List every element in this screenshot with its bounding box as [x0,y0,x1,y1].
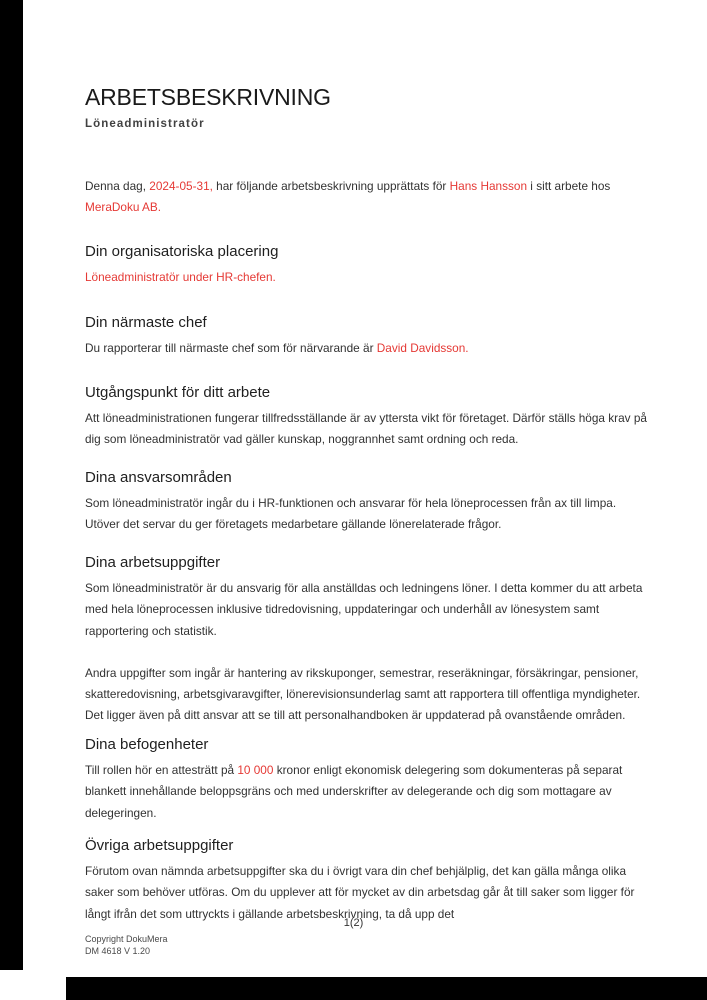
text-run: Som löneadministratör ingår du i HR-funktionen och ansvarar för hela löneprocessen från ax till limpa. Utöver det servar du ger företagets medarbetare gällande lönerelaterade frågor. [85,496,617,532]
document-title: ARBETSBESKRIVNING [85,84,331,110]
document-section [85,468,650,557]
intro-paragraph [85,176,650,219]
highlight-red-text: David Davidsson. [376,341,469,355]
section-paragraph [85,408,650,451]
document-section [85,313,650,380]
section-heading: Övriga arbetsuppgifter [85,837,234,854]
section-paragraph [85,760,650,824]
highlight-red-text: 2024-05-31, [149,179,213,193]
footer-copyright: Copyright DokuMera [85,934,168,944]
text-run: Att löneadministrationen fungerar tillfredsställande är av yttersta vikt för företaget. Därför ställs höga krav på dig som löneadministratör vad gäller kunskap, noggrannhet samt ordning och reda. [85,411,647,447]
highlight-red-text: Löneadministratör under HR-chefen. [85,270,276,284]
page-number: 1(2) [343,917,364,929]
document-section [85,553,650,748]
text-run: Till rollen hör en attesträtt på [85,763,238,777]
text-run: Förutom ovan nämnda arbetsuppgifter ska du i övrigt vara din chef behjälplig, det kan gälla många olika saker som behöver utföras. Om du upplever att för mycket av din arbetsdag går åt till saker som ligger för långt ifrån det som uttryckts i gällande arbetsbeskrivning, ta då upp det [85,864,635,921]
section-paragraph [85,578,650,642]
section-heading: Din närmaste chef [85,314,207,331]
section-paragraph [85,861,650,925]
text-run: kronor enligt ekonomisk delegering som dokumenteras på separat blankett innehållande beloppsgräns och med underskrifter av delegerande och dig som mottagare av delegeringen. [85,763,623,820]
document-body [85,0,650,1000]
section-paragraph [85,663,650,727]
footer-version: DM 4618 V 1.20 [85,946,151,956]
document-section [85,242,650,309]
document-subtitle: Löneadministratör [85,118,205,130]
section-heading: Din organisatoriska placering [85,243,279,260]
text-run: i sitt arbete hos [527,179,611,193]
document-footer [85,933,168,957]
document-section [85,383,650,472]
highlight-red-text: 10 000 [237,763,274,777]
section-paragraph [85,493,650,536]
text-run: Du rapporterar till närmaste chef som för närvarande är [85,341,377,355]
document-section [85,836,650,946]
section-heading: Utgångspunkt för ditt arbete [85,384,271,401]
section-heading: Dina arbetsuppgifter [85,554,221,571]
section-paragraph [85,338,650,359]
text-run: har följande arbetsbeskrivning upprättats för [212,179,450,193]
section-heading: Dina befogenheter [85,736,209,753]
text-run: Som löneadministratör är du ansvarig för alla anställdas och ledningens löner. I detta kommer du att arbeta med hela löneprocessen inklusive tidredovisning, uppdateringar och underhåll av lönesystem samt rapportering och statistik. [85,581,643,638]
text-run: Andra uppgifter som ingår är hantering av rikskuponger, semestrar, reseräkningar, försäkringar, pensioner, skatteredovisning, arbetsgivaravgifter, lönerevisionsunderlag samt att rapportera till offentliga myndigheter. Det ligger även på ditt ansvar att se till att personalhandboken är uppdaterad på ovanstående områden. [85,665,641,723]
section-paragraph [85,267,650,288]
background-edge-left [0,0,23,970]
document-section [85,735,650,845]
highlight-red-text: Hans Hansson [449,179,528,193]
section-heading: Dina ansvarsområden [85,469,232,486]
highlight-red-text: MeraDoku AB. [85,200,162,215]
text-run: Denna dag, [85,179,150,193]
